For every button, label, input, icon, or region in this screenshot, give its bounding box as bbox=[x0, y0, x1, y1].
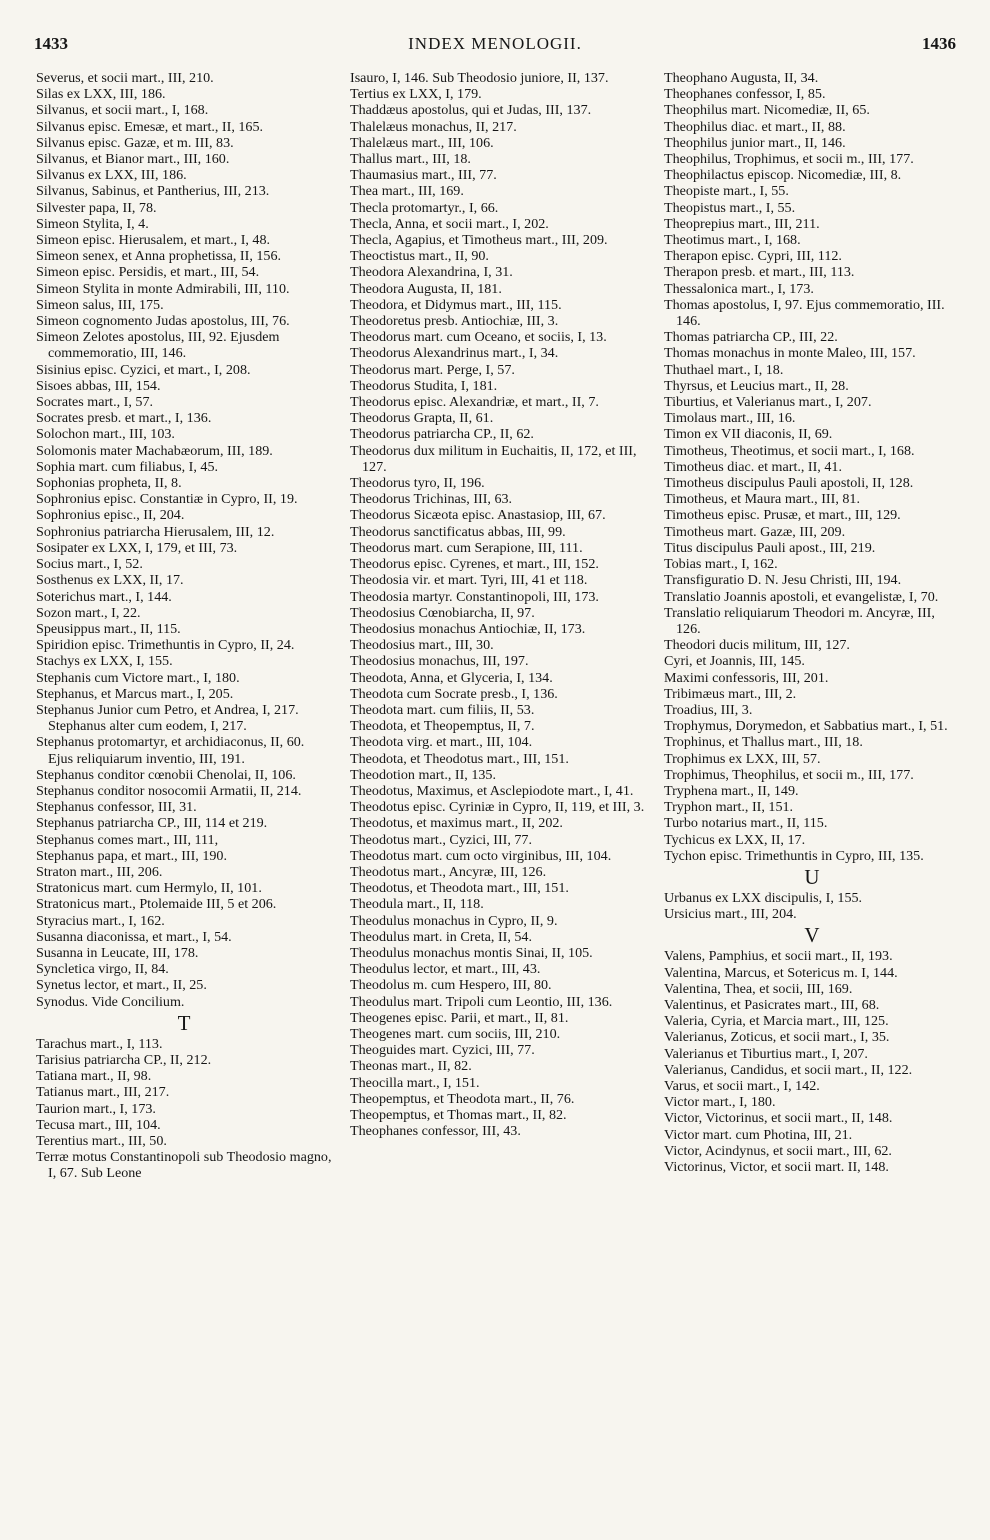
index-entry: Timon ex VII diaconis, II, 69. bbox=[664, 426, 833, 443]
index-entry: Turbo notarius mart., II, 115. bbox=[664, 815, 828, 832]
index-entry: Stephanis cum Victore mart., I, 180. bbox=[36, 669, 240, 686]
index-entry: Socrates mart., I, 57. bbox=[36, 394, 154, 411]
index-entry: Theodorus Alexandrinus mart., I, 34. bbox=[350, 345, 559, 362]
index-entry: Theodulus monachus in Cypro, II, 9. bbox=[350, 912, 558, 929]
index-entry: Victor mart. cum Photina, III, 21. bbox=[664, 1126, 853, 1143]
index-entry: Theodotion mart., II, 135. bbox=[350, 766, 496, 783]
index-entry: Thomas apostolus, I, 97. Ejus commemoratio, III. 146. bbox=[664, 296, 945, 330]
index-entry: Thecla protomartyr., I, 66. bbox=[350, 199, 499, 216]
index-entry: Theodota, et Theopemptus, II, 7. bbox=[350, 718, 535, 735]
index-entry: Syncletica virgo, II, 84. bbox=[36, 961, 169, 978]
index-entry: Thecla, Anna, et socii mart., I, 202. bbox=[350, 215, 549, 232]
index-entry: Thessalonica mart., I, 173. bbox=[664, 280, 814, 297]
index-entry: Straton mart., III, 206. bbox=[36, 863, 163, 880]
index-entry: Theodotus mart., Cyzici, III, 77. bbox=[350, 831, 533, 848]
index-entry: Theodorus Grapta, II, 61. bbox=[350, 410, 494, 427]
index-entry: Theodulus mart. in Creta, II, 54. bbox=[350, 928, 533, 945]
index-entry: Simeon episc. Persidis, et mart., III, 54. bbox=[36, 264, 260, 281]
index-entry: Theogenes episc. Parii, et mart., II, 81. bbox=[350, 1009, 569, 1026]
index-entry: Sophonias propheta, II, 8. bbox=[36, 475, 182, 492]
index-entry: Timotheus mart. Gazæ, III, 209. bbox=[664, 523, 846, 540]
index-entry: Valentinus, et Pasicrates mart., III, 68. bbox=[664, 996, 880, 1013]
index-entry: Stephanus patriarcha CP., III, 114 et 219. bbox=[36, 815, 268, 832]
index-entry: Tychon episc. Trimethuntis in Cypro, III, 135. bbox=[664, 847, 924, 864]
index-entry: Translatio reliquiarum Theodori m. Ancyræ, III, 126. bbox=[664, 604, 935, 637]
index-entry: Silvanus, Sabinus, et Pantherius, III, 213. bbox=[36, 183, 270, 200]
index-entry: Theodota, Anna, et Glyceria, I, 134. bbox=[350, 669, 553, 686]
index-entry: Theodulus monachus montis Sinai, II, 105. bbox=[350, 944, 593, 961]
index-entry: Valerianus, Candidus, et socii mart., II, 122. bbox=[664, 1061, 913, 1078]
index-entry: Victor, Acindynus, et socii mart., III, 62. bbox=[664, 1142, 892, 1159]
index-entry: Susanna in Leucate, III, 178. bbox=[36, 944, 199, 961]
index-entry: Thyrsus, et Leucius mart., II, 28. bbox=[664, 377, 849, 394]
index-entry: Trophymus, Dorymedon, et Sabbatius mart., I, 51. bbox=[664, 718, 948, 735]
index-entry: Timotheus, et Maura mart., III, 81. bbox=[664, 491, 860, 508]
index-entry: Theodorus patriarcha CP., II, 62. bbox=[350, 426, 534, 443]
index-entry: Silvanus, et socii mart., I, 168. bbox=[36, 102, 209, 119]
index-entry: Sophronius episc., II, 204. bbox=[36, 507, 185, 524]
index-entry: Valeria, Cyria, et Marcia mart., III, 125. bbox=[664, 1013, 889, 1030]
index-entry: Silvanus, et Bianor mart., III, 160. bbox=[36, 151, 230, 168]
index-entry: Theophano Augusta, II, 34. bbox=[664, 70, 819, 86]
index-entry: Tatianus mart., III, 217. bbox=[36, 1084, 170, 1101]
index-entry: Theopemptus, et Theodota mart., II, 76. bbox=[350, 1090, 575, 1107]
index-entry: Victor, Victorinus, et socii mart., II, 148. bbox=[664, 1110, 893, 1127]
index-entry: Sisoes abbas, III, 154. bbox=[36, 377, 161, 394]
index-entry: Therapon presb. et mart., III, 113. bbox=[664, 264, 855, 281]
index-entry: Tobias mart., I, 162. bbox=[664, 556, 778, 573]
index-entry: Theophilactus episcop. Nicomediæ, III, 8. bbox=[664, 167, 902, 184]
index-entry: Theodorus episc. Cyrenes, et mart., III, 152. bbox=[350, 556, 599, 573]
index-entry: Spiridion episc. Trimethuntis in Cypro, II, 24. bbox=[36, 637, 295, 654]
index-entry: Theophilus diac. et mart., II, 88. bbox=[664, 118, 846, 135]
section-letter: T bbox=[177, 1010, 191, 1035]
index-entry: Theodori ducis militum, III, 127. bbox=[664, 637, 850, 654]
index-entry: Solochon mart., III, 103. bbox=[36, 426, 175, 443]
index-entry: Silvester papa, II, 78. bbox=[36, 199, 157, 216]
index-entry: Simeon Stylita, I, 4. bbox=[36, 215, 149, 232]
index-entry: Theodorus Trichinas, III, 63. bbox=[350, 491, 513, 508]
index-entry: Varus, et socii mart., I, 142. bbox=[664, 1077, 820, 1094]
index-entry: Simeon senex, et Anna prophetissa, II, 156. bbox=[36, 248, 282, 265]
index-entry: Ursicius mart., III, 204. bbox=[664, 906, 797, 923]
index-entry: Maximi confessoris, III, 201. bbox=[664, 669, 829, 686]
index-entry: Soterichus mart., I, 144. bbox=[36, 588, 172, 605]
index-entry: Theopiste mart., I, 55. bbox=[664, 183, 789, 200]
index-column-1 bbox=[36, 70, 332, 1520]
index-entry: Solomonis mater Machabæorum, III, 189. bbox=[36, 442, 273, 459]
index-entry: Synetus lector, et mart., II, 25. bbox=[36, 977, 207, 994]
index-entry: Timotheus discipulus Pauli apostoli, II, 128. bbox=[664, 475, 914, 492]
index-entry: Valentina, Marcus, et Sotericus m. I, 144. bbox=[664, 964, 898, 981]
section-letter: U bbox=[804, 864, 820, 889]
index-entry: Susanna diaconissa, et mart., I, 54. bbox=[36, 928, 232, 945]
index-entry: Tatiana mart., II, 98. bbox=[36, 1068, 152, 1085]
index-entry: Synodus. Vide Concilium. bbox=[36, 993, 185, 1010]
index-entry: Theopemptus, et Thomas mart., II, 82. bbox=[350, 1107, 567, 1123]
index-entry: Victor mart., I, 180. bbox=[664, 1094, 776, 1111]
index-entry: Theopistus mart., I, 55. bbox=[664, 199, 796, 216]
index-entry: Tecusa mart., III, 104. bbox=[36, 1116, 161, 1133]
index-entry: Thomas monachus in monte Maleo, III, 157. bbox=[664, 345, 916, 362]
index-entry: Theonas mart., II, 82. bbox=[350, 1058, 472, 1075]
index-entry: Theoctistus mart., II, 90. bbox=[350, 248, 489, 265]
index-entry: Terentius mart., III, 50. bbox=[36, 1133, 167, 1149]
index-entry: Troadius, III, 3. bbox=[664, 701, 753, 718]
index-entry: Theodosius mart., III, 30. bbox=[350, 637, 494, 654]
index-entry: Theodoretus presb. Antiochiæ, III, 3. bbox=[350, 313, 559, 330]
index-entry: Thaumasius mart., III, 77. bbox=[350, 167, 497, 184]
index-entry: Theophilus mart. Nicomediæ, II, 65. bbox=[664, 102, 870, 119]
index-entry: Theodora Alexandrina, I, 31. bbox=[350, 264, 513, 281]
index-entry: Thuthael mart., I, 18. bbox=[664, 361, 784, 378]
index-entry: Valerianus et Tiburtius mart., I, 207. bbox=[664, 1045, 868, 1062]
index-entry: Thallus mart., III, 18. bbox=[350, 151, 471, 168]
page-number-right: 1436 bbox=[921, 34, 956, 53]
index-entry: Theogenes mart. cum sociis, III, 210. bbox=[350, 1025, 561, 1042]
index-entry: Theodorus mart. cum Serapione, III, 111. bbox=[350, 539, 583, 556]
index-entry: Theodota mart. cum filiis, II, 53. bbox=[350, 701, 535, 718]
index-entry: Thalelæus mart., III, 106. bbox=[350, 134, 494, 151]
index-entry: Valens, Pamphius, et socii mart., II, 193. bbox=[664, 948, 893, 965]
index-entry: Theodotus, et maximus mart., II, 202. bbox=[350, 815, 563, 832]
index-entry: Sophia mart. cum filiabus, I, 45. bbox=[36, 458, 219, 475]
index-entry: Simeon Stylita in monte Admirabili, III, 110. bbox=[36, 280, 290, 297]
index-entry: Stephanus conditor cœnobii Chenolai, II, 106. bbox=[36, 766, 296, 783]
index-entry: Thea mart., III, 169. bbox=[350, 183, 464, 200]
index-entry: Tribimæus mart., III, 2. bbox=[664, 685, 797, 702]
index-entry: Socius mart., I, 52. bbox=[36, 556, 143, 573]
index-entry: Cyri, et Joannis, III, 145. bbox=[664, 653, 805, 670]
index-entry: Theodosius monachus, III, 197. bbox=[350, 653, 529, 670]
running-title: INDEX MENOLOGII. bbox=[408, 34, 582, 53]
index-entry: Theophilus junior mart., II, 146. bbox=[664, 134, 846, 151]
index-entry: Transfiguratio D. N. Jesu Christi, III, 194. bbox=[664, 572, 902, 589]
index-entry: Therapon episc. Cypri, III, 112. bbox=[664, 248, 842, 265]
section-letter: V bbox=[804, 923, 820, 948]
index-entry: Stephanus Junior cum Petro, et Andrea, I, 217. Stephanus alter cum eodem, I, 217. bbox=[36, 701, 299, 735]
index-entry: Thecla, Agapius, et Timotheus mart., III, 209. bbox=[350, 232, 608, 249]
index-entry: Urbanus ex LXX discipulis, I, 155. bbox=[664, 889, 863, 906]
index-entry: Sozon mart., I, 22. bbox=[36, 604, 141, 621]
index-entry: Tryphon mart., II, 151. bbox=[664, 799, 794, 816]
index-entry: Stachys ex LXX, I, 155. bbox=[36, 653, 173, 670]
index-entry: Tryphena mart., II, 149. bbox=[664, 782, 799, 799]
index-entry: Theodora Augusta, II, 181. bbox=[350, 280, 502, 297]
index-entry: Stratonicus mart., Ptolemaide III, 5 et 206. bbox=[36, 896, 277, 913]
index-entry: Theodolus m. cum Hespero, III, 80. bbox=[350, 977, 552, 994]
index-entry: Theodotus episc. Cyriniæ in Cypro, II, 119, et III, 3. bbox=[350, 799, 645, 816]
index-entry: Silas ex LXX, III, 186. bbox=[36, 86, 166, 103]
index-entry: Socrates presb. et mart., I, 136. bbox=[36, 410, 212, 427]
index-entry: Timotheus diac. et mart., II, 41. bbox=[664, 458, 842, 475]
index-entry: Sisinius episc. Cyzici, et mart., I, 208. bbox=[36, 361, 251, 378]
index-entry: Timotheus episc. Prusæ, et mart., III, 129. bbox=[664, 507, 901, 524]
index-entry: Theophanes confessor, III, 43. bbox=[350, 1123, 521, 1140]
index-entry: Silvanus episc. Gazæ, et m. III, 83. bbox=[36, 134, 234, 151]
index-entry: Tarisius patriarcha CP., II, 212. bbox=[36, 1051, 212, 1068]
index-entry: Theodorus mart. Perge, I, 57. bbox=[350, 361, 515, 378]
index-entry: Thomas patriarcha CP., III, 22. bbox=[664, 329, 838, 346]
index-entry: Theodotus, Maximus, et Asclepiodote mart., I, 41. bbox=[350, 782, 634, 799]
index-entry: Sophronius patriarcha Hierusalem, III, 12. bbox=[36, 523, 275, 540]
index-entry: Theodotus mart., Ancyræ, III, 126. bbox=[350, 863, 547, 880]
index-entry: Theodota cum Socrate presb., I, 136. bbox=[350, 685, 558, 702]
index-entry: Sosthenus ex LXX, II, 17. bbox=[36, 572, 184, 589]
index-entry: Theophilus, Trophimus, et socii m., III, 177. bbox=[664, 151, 914, 168]
index-entry: Silvanus episc. Emesæ, et mart., II, 165. bbox=[36, 118, 264, 135]
index-entry: Valerianus, Zoticus, et socii mart., I, 35. bbox=[664, 1029, 890, 1046]
index-entry: Simeon episc. Hierusalem, et mart., I, 48. bbox=[36, 232, 271, 249]
index-entry: Theodota, et Theodotus mart., III, 151. bbox=[350, 750, 569, 767]
index-entry: Silvanus ex LXX, III, 186. bbox=[36, 167, 187, 184]
index-columns bbox=[36, 70, 960, 1520]
index-entry: Taurion mart., I, 173. bbox=[36, 1100, 156, 1117]
index-entry: Trophimus ex LXX, III, 57. bbox=[664, 750, 821, 767]
index-entry: Theocilla mart., I, 151. bbox=[350, 1074, 480, 1091]
index-entry: Theodora, et Didymus mart., III, 115. bbox=[350, 296, 562, 313]
index-entry: Sophronius episc. Constantiæ in Cypro, II, 19. bbox=[36, 491, 298, 508]
index-entry: Simeon salus, III, 175. bbox=[36, 296, 164, 313]
index-entry: Victorinus, Victor, et socii mart. II, 148. bbox=[664, 1159, 889, 1175]
index-entry: Severus, et socii mart., III, 210. bbox=[36, 70, 214, 86]
index-entry: Translatio Joannis apostoli, et evangelistæ, I, 70. bbox=[664, 588, 939, 605]
index-entry: Trophinus, et Thallus mart., III, 18. bbox=[664, 734, 863, 751]
index-entry: Titus discipulus Pauli apost., III, 219. bbox=[664, 539, 876, 556]
page-number-left: 1433 bbox=[34, 34, 68, 53]
index-entry: Tarachus mart., I, 113. bbox=[36, 1035, 163, 1052]
index-entry: Theodorus mart. cum Oceano, et sociis, I, 13. bbox=[350, 329, 607, 346]
index-entry: Stephanus conditor nosocomii Armatii, II, 214. bbox=[36, 782, 302, 799]
index-entry: Speusippus mart., II, 115. bbox=[36, 620, 181, 637]
index-entry: Theodosius monachus Antiochiæ, II, 173. bbox=[350, 620, 586, 637]
index-entry: Theodulus mart. Tripoli cum Leontio, III, 136. bbox=[350, 993, 613, 1010]
index-entry: Tertius ex LXX, I, 179. bbox=[350, 86, 482, 103]
index-entry: Theodorus dux militum in Euchaitis, II, 172, et III, 127. bbox=[350, 442, 637, 475]
index-entry: Theotimus mart., I, 168. bbox=[664, 232, 801, 249]
index-column-3 bbox=[664, 70, 960, 1520]
index-entry: Terræ motus Constantinopoli sub Theodosio magno, I, 67. Sub Leone bbox=[36, 1149, 332, 1182]
index-entry: Simeon cognomento Judas apostolus, III, 76. bbox=[36, 313, 290, 330]
index-entry: Stephanus, et Marcus mart., I, 205. bbox=[36, 685, 234, 702]
index-column-2 bbox=[350, 70, 646, 1520]
index-entry: Timolaus mart., III, 16. bbox=[664, 410, 796, 427]
index-entry: Theodotus mart. cum octo virginibus, III, 104. bbox=[350, 847, 612, 864]
index-entry: Tychicus ex LXX, II, 17. bbox=[664, 831, 806, 848]
index-entry: Trophimus, Theophilus, et socii m., III, 177. bbox=[664, 766, 914, 783]
index-entry: Stratonicus mart. cum Hermylo, II, 101. bbox=[36, 880, 262, 897]
index-entry: Theodosius Cœnobiarcha, II, 97. bbox=[350, 604, 535, 621]
index-entry: Sosipater ex LXX, I, 179, et III, 73. bbox=[36, 539, 238, 556]
index-entry: Theodorus Studita, I, 181. bbox=[350, 377, 498, 394]
index-entry: Theophanes confessor, I, 85. bbox=[664, 86, 826, 103]
index-entry: Stephanus protomartyr, et archidiaconus, II, 60. Ejus reliquiarum inventio, III, 191. bbox=[36, 734, 305, 767]
index-entry: Theodula mart., II, 118. bbox=[350, 896, 484, 913]
index-entry: Theodorus episc. Alexandriæ, et mart., II, 7. bbox=[350, 394, 599, 411]
index-entry: Theodosia martyr. Constantinopoli, III, 173. bbox=[350, 588, 599, 605]
index-entry: Theodosia vir. et mart. Tyri, III, 41 et 118. bbox=[350, 572, 588, 589]
index-entry: Simeon Zelotes apostolus, III, 92. Ejusdem commemoratio, III, 146. bbox=[36, 329, 280, 362]
index-entry: Stephanus comes mart., III, 111, bbox=[36, 831, 219, 848]
page-header bbox=[34, 34, 956, 60]
index-entry: Theoguides mart. Cyzici, III, 77. bbox=[350, 1042, 535, 1059]
index-entry: Stephanus papa, et mart., III, 190. bbox=[36, 847, 227, 864]
index-entry: Theodorus Sicæota episc. Anastasiop, III, 67. bbox=[350, 507, 606, 524]
index-entry: Theodulus lector, et mart., III, 43. bbox=[350, 961, 541, 978]
index-entry: Theodorus tyro, II, 196. bbox=[350, 475, 485, 492]
index-entry: Theodota virg. et mart., III, 104. bbox=[350, 734, 533, 751]
index-entry: Valentina, Thea, et socii, III, 169. bbox=[664, 980, 853, 997]
index-entry: Thalelæus monachus, II, 217. bbox=[350, 118, 517, 135]
index-entry: Tiburtius, et Valerianus mart., I, 207. bbox=[664, 394, 872, 411]
index-entry: Isauro, I, 146. Sub Theodosio juniore, II, 137. bbox=[350, 70, 609, 86]
index-entry: Theodorus sanctificatus abbas, III, 99. bbox=[350, 523, 566, 540]
index-entry: Theodotus, et Theodota mart., III, 151. bbox=[350, 880, 569, 897]
index-entry: Stephanus confessor, III, 31. bbox=[36, 799, 197, 816]
index-entry: Thaddæus apostolus, qui et Judas, III, 137. bbox=[350, 102, 592, 119]
index-entry: Styracius mart., I, 162. bbox=[36, 912, 165, 929]
index-entry: Timotheus, Theotimus, et socii mart., I, 168. bbox=[664, 442, 915, 459]
index-entry: Theoprepius mart., III, 211. bbox=[664, 215, 820, 232]
